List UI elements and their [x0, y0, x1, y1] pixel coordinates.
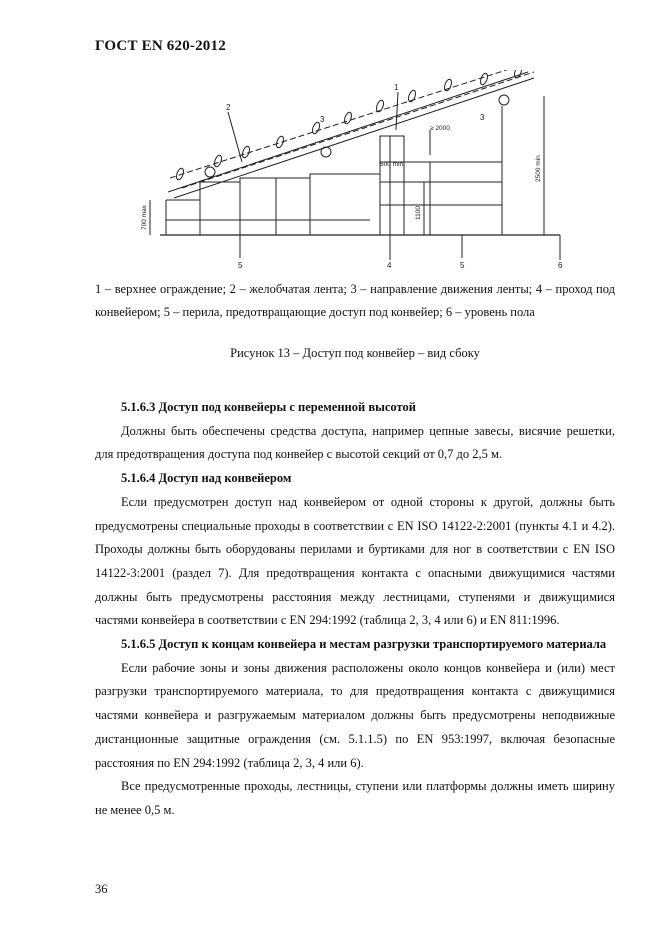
conveyor-side-view-figure	[130, 70, 580, 270]
section-heading-5-1-6-3: 5.1.6.3 Доступ под конвейеры с переменной высотой	[121, 400, 416, 414]
dimension-rail: 1100	[415, 206, 422, 220]
section-text-5-1-6-5: Если рабочие зоны и зоны движения расположены около концов конвейера и (или) мест разгрузки транспортируемого материала, то для предотвращения контакта с движущимися частями конвейера и разгружаемым материалом должны быть предусмотрены неподвижные дистанционные защитные ограждения (см. 5.1.1.5) по EN 953:1997, включая безопасные расстояния по EN 294:1992 (таблица 2, 3, 4 или 6).	[95, 660, 615, 770]
figure-legend: 1 – верхнее ограждение; 2 – желобчатая лента; 3 – направление движения ленты; 4 – проход под конвейером; 5 – перила, предотвращающие доступ под конвейер; 6 – уровень пола	[95, 282, 615, 319]
guard-dashed-line-2	[182, 72, 534, 188]
section-text-5-1-6-4: Если предусмотрен доступ над конвейером от одной стороны к другой, должны быть предусмотрены специальные проходы в соответствии с EN ISO 14122-2:2001 (пункты 4.1 и 4.2). Проходы должны быть оборудованы перилами и буртиками для ног в соответствии с EN ISO 14122-3:2001 (раздел 7). Для предотвращения контакта с опасными движущимися частями должны быть предусмотрены расстояния между лестницами, ступенями и движущимися частями конвейера в соответствии с EN 294:1992 (таблица 2, 3, 4 или 6) и EN 811:1996.	[95, 494, 615, 628]
dimension-rail-max: 700 max	[141, 205, 148, 230]
standard-title: ГОСТ EN 620-2012	[95, 38, 226, 54]
dimension-clearance: 2500 min	[535, 155, 542, 182]
figure-caption: Рисунок 13 – Доступ под конвейер – вид сбоку	[230, 346, 480, 360]
body-text	[95, 396, 615, 823]
section-heading-5-1-6-5: 5.1.6.5 Доступ к концам конвейера и местам разгрузки транспортируемого материала	[121, 637, 607, 652]
page-number: 36	[95, 882, 108, 896]
section-heading-5-1-6-4: 5.1.6.4 Доступ над конвейером	[121, 471, 292, 486]
section-text-5-1-6-5-second: Все предусмотренные проходы, лестницы, ступени или платформы должны иметь ширину не менее 0,5 м.	[95, 779, 615, 817]
passage-frame	[380, 136, 404, 235]
belt-lower-line	[174, 78, 534, 198]
callout-5a: 5	[238, 261, 243, 270]
callout-3b: 3	[480, 113, 485, 122]
belt-rollers	[175, 70, 523, 181]
callout-1: 1	[394, 83, 399, 92]
dimension-gap: ≥ 2000	[430, 125, 450, 132]
section-text-5-1-6-3: Должны быть обеспечены средства доступа, например цепные завесы, висячие решетки, для предотвращения доступа под конвейер с высотой секций от 0,7 до 2,5 м.	[95, 423, 615, 462]
callout-4: 4	[387, 261, 392, 270]
dimension-passage: 500 min	[380, 161, 404, 168]
callout-6: 6	[558, 261, 563, 270]
callout-5b: 5	[460, 261, 465, 270]
handrail-left	[166, 162, 502, 200]
callout-3: 3	[320, 115, 325, 124]
callout-2: 2	[226, 103, 231, 112]
